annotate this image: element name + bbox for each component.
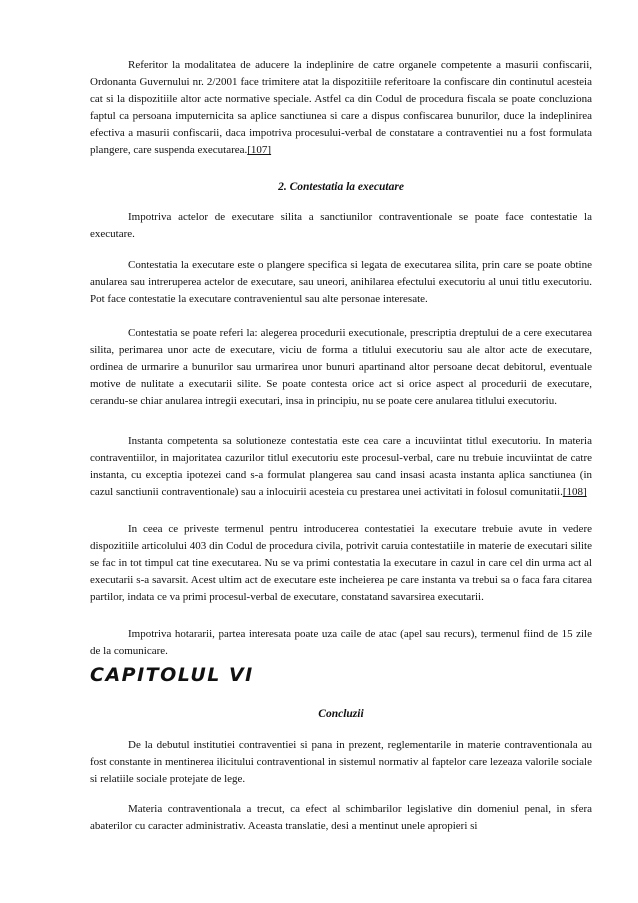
paragraph-5: Instanta competenta sa solutioneze contestatia este cea care a incuviintat titlul executoriu. In materia contraventiilor, in majoritatea cazurilor titlul executoriu este procesul-verbal, care nu trebuie incuviintat de catre instanta, cu exceptia ipotezei cand s-a formulat plangerea sau cand insasi acasta instanta aplica sanctiunea (in cazul sanctiunii contraventionale) sau a inlocuirii acesteia cu prestarea unei activitati in folosul comunitatii.[108] (90, 435, 592, 499)
paragraph-block-6 (90, 521, 592, 606)
paragraph-block-9 (90, 801, 592, 835)
section-title-concluzii: Concluzii (318, 708, 364, 720)
paragraph-9: Materia contraventionala a trecut, ca efect al schimbarilor legislative din domeniul penal, in sfera abaterilor cu caracter administrativ. Aceasta translatie, desi a mentinut unele apropieri si (90, 803, 592, 833)
chapter-title: CAPITOLUL VI (90, 664, 254, 686)
footnote-link-108[interactable]: [108] (562, 486, 587, 499)
paragraph-block-8 (90, 737, 592, 788)
paragraph-block-4 (90, 325, 592, 410)
section-title-contestatia: 2. Contestatia la executare (278, 181, 404, 193)
paragraph-8: De la debutul institutiei contraventiei si pana in prezent, reglementarile in materie contraventionala au fost constante in mentinerea ilicitului contraventional in sistemul normativ al faptelor care lezeaza valorile sociale si relatiile sociale protejate de lege. (90, 739, 592, 786)
paragraph-1: Referitor la modalitatea de aducere la indeplinire de catre organele competente a masurii confiscarii, Ordonanta Guvernului nr. 2/2001 face trimitere atat la dispozitiile referitoare la confiscare din continutul acesteia cat si la dispozitiile altor acte normative speciale. Astfel ca din Codul de procedura fiscala se poate concluziona faptul ca persoana imputernicita sa aplice sanctiunea si care a dispus confiscarea bunurilor, duce la indeplinirea efectiva a masurii confiscarii, daca impotriva procesului-verbal de constatare a contraventiei nu a fost formulata plangere, care suspenda executarea.[107] (90, 59, 592, 157)
paragraph-4: Contestatia se poate referi la: alegerea procedurii executionale, prescriptia dreptului de a cere executarea silita, perimarea unor acte de executare, viciu de forma a titlului executoriu sau ale altor acte de executare, ordinea de urmarire a bunurilor sau urmarirea unor bunuri apartinand altor persoane decat debitorul, eventuale motive de nulitate a executarii silite. Se poate contesta orice act si orice aspect al procedurii de executare, cerandu-se chiar anularea intregii executari, insa in principiu, nu se poate cere anularea titlului executoriu. (90, 327, 592, 408)
paragraph-confiscare (90, 57, 592, 160)
footnote-link-107[interactable]: [107] (247, 144, 272, 157)
paragraph-7: Impotriva hotararii, partea interesata poate uza caile de atac (apel sau recurs), termenul fiind de 15 zile de la comunicare. (90, 628, 592, 658)
paragraph-block-3 (90, 257, 592, 308)
paragraph-2: Impotriva actelor de executare silita a sanctiunilor contraventionale se poate face contestatie la executare. (90, 211, 592, 241)
paragraph-block-2 (90, 209, 592, 243)
paragraph-3: Contestatia la executare este o plangere specifica si legata de executarea silita, prin care se poate obtine anularea sau intreruperea actelor de executare, sau uneori, anihilarea efectului executoriu al unui titlu executoriu. Pot face contestatie la executare contravenientul sau alte personae interesate. (90, 259, 592, 306)
paragraph-6: In ceea ce priveste termenul pentru introducerea contestatiei la executare trebuie avute in vedere dispozitiile articolului 403 din Codul de procedura civila, potrivit caruia contestatiile in materie de executari silite se fac in tot timpul cat tine executarea. Nu se va primi contestatia la executare in cazul in care cel din urma act al executarii s-a savarsit. Acest ultim act de executare este incheierea pe care instanta va trebui sa o faca fara citarea partilor, indata ce va primi procesul-verbal de executare, constatand savarsirea executarii. (90, 523, 592, 604)
paragraph-block-5 (90, 433, 592, 501)
paragraph-block-7 (90, 626, 592, 660)
